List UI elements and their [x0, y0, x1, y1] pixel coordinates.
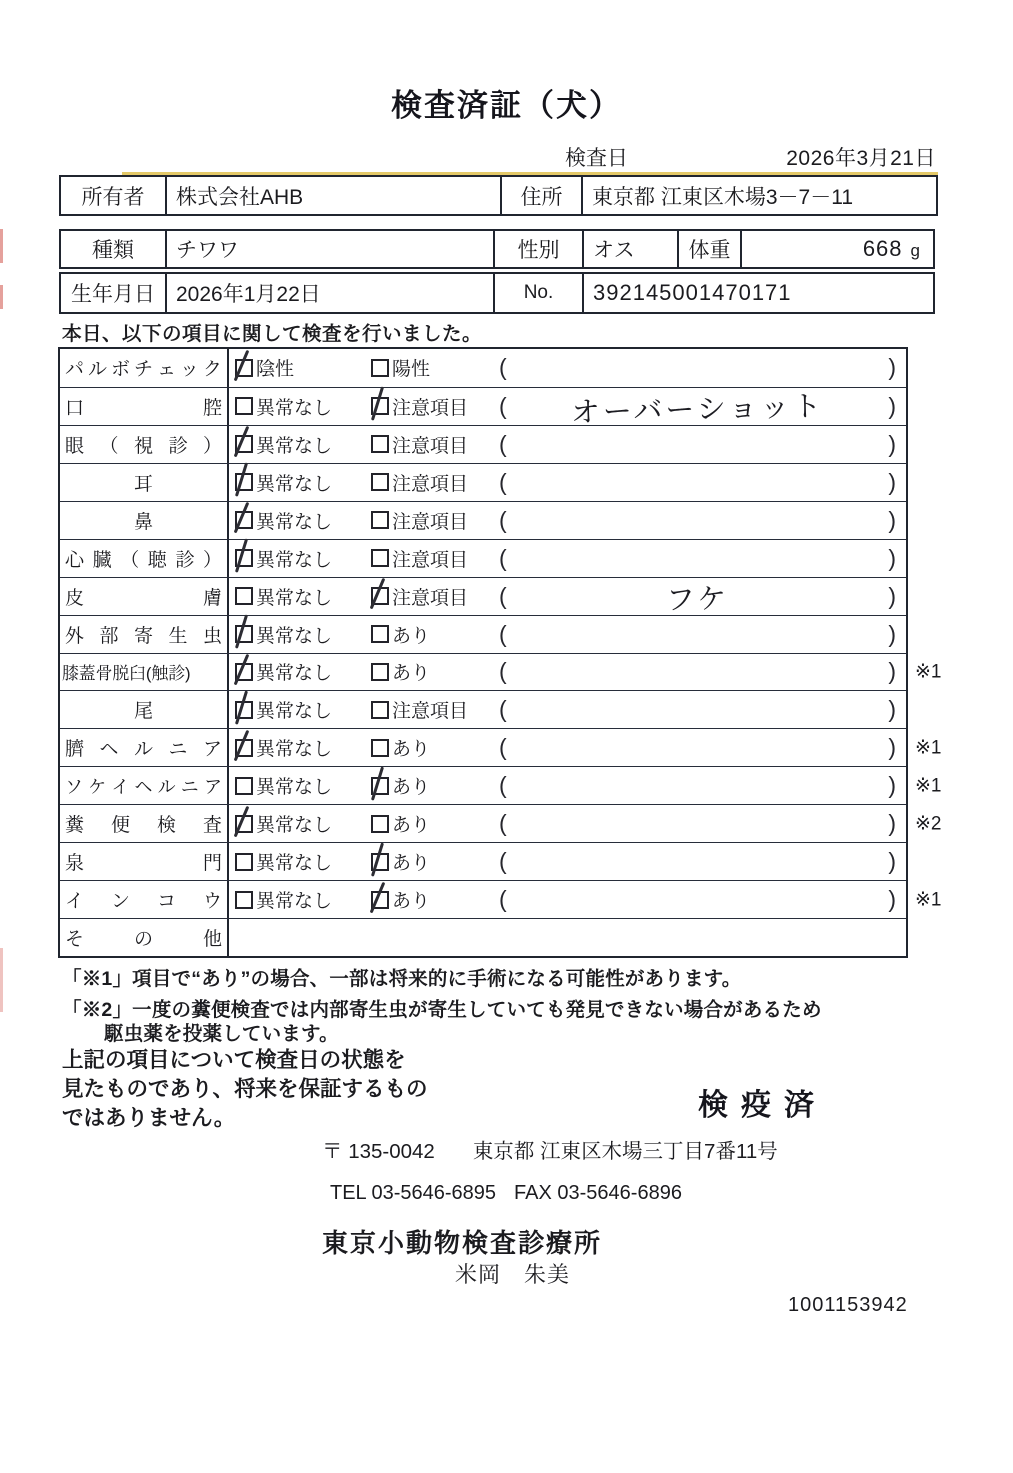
open-paren: (	[499, 392, 507, 419]
exam-row	[60, 463, 906, 501]
clinic-postal-address	[322, 1134, 778, 1164]
reference-mark: ※2	[915, 813, 942, 835]
exam-option-label: 異常なし	[256, 587, 333, 609]
exam-option-label: 異常なし	[256, 701, 333, 723]
exam-item-label: 口 腔	[60, 388, 229, 425]
checkbox-icon[interactable]	[371, 739, 389, 757]
exam-option-checked[interactable]	[235, 469, 371, 496]
exam-option-label: あり	[392, 891, 431, 913]
owner-table	[59, 175, 938, 216]
exam-row-content	[229, 578, 906, 615]
exam-option-checked[interactable]	[371, 886, 499, 913]
exam-option-checked[interactable]	[235, 431, 371, 458]
serial-number: 1001153942	[788, 1294, 908, 1316]
checkbox-checked-icon[interactable]	[235, 815, 253, 833]
sex-label: 性別	[495, 231, 584, 267]
close-paren: )	[888, 620, 896, 647]
close-paren: )	[888, 544, 896, 571]
exam-row-content	[229, 654, 906, 691]
exam-row-content	[229, 729, 906, 766]
exam-option-label: 異常なし	[256, 891, 333, 913]
checkbox-icon[interactable]	[371, 473, 389, 491]
exam-option-label: 陰性	[256, 359, 295, 381]
exam-item-label: 皮 膚	[60, 578, 229, 615]
checkbox-icon[interactable]	[371, 625, 389, 643]
checkbox-checked-icon[interactable]	[371, 853, 389, 871]
exam-item-label: 心 臓 （ 聴 診 ）	[60, 540, 229, 577]
exam-row	[60, 728, 942, 766]
checkbox-icon[interactable]	[235, 853, 253, 871]
remarks-field[interactable]	[499, 391, 906, 430]
open-paren: (	[499, 696, 507, 723]
open-paren: (	[499, 430, 507, 457]
open-paren: (	[499, 772, 507, 799]
handwritten-note: オーバーショット	[570, 391, 825, 430]
remarks-field[interactable]	[499, 431, 906, 458]
exam-row	[60, 539, 906, 577]
remarks-field[interactable]	[499, 810, 906, 837]
remarks-field[interactable]	[499, 621, 906, 648]
exam-option-unchecked[interactable]	[371, 507, 499, 534]
exam-row-content	[229, 919, 906, 956]
exam-row-content	[229, 767, 906, 804]
exam-option-unchecked[interactable]	[235, 886, 371, 913]
exam-row-content	[229, 616, 906, 653]
checkbox-icon[interactable]	[371, 701, 389, 719]
inspection-date-value: 2026年3月21日	[786, 147, 936, 170]
open-paren: (	[499, 620, 507, 647]
footnote-2b: 駆虫薬を投薬しています。	[104, 1023, 339, 1045]
exam-option-label: 異常なし	[256, 435, 333, 457]
exam-row-content	[229, 426, 906, 463]
remarks-field[interactable]	[499, 582, 906, 617]
exam-option-checked[interactable]	[371, 848, 499, 875]
exam-option-label: 注意項目	[392, 701, 469, 723]
handwritten-check-mark	[234, 502, 249, 533]
exam-option-unchecked[interactable]	[235, 583, 371, 610]
close-paren: )	[888, 886, 896, 913]
handwritten-note: フケ	[665, 583, 730, 617]
exam-option-checked[interactable]	[235, 621, 371, 648]
exam-row	[60, 615, 906, 653]
checkbox-checked-icon[interactable]	[371, 777, 389, 795]
handwritten-check-mark	[235, 463, 248, 497]
remarks-field[interactable]	[499, 507, 906, 534]
reference-mark: ※1	[915, 775, 942, 797]
footnote-1: 「※1」項目で“あり”の場合、一部は将来的に手術になる可能性があります。	[62, 968, 742, 990]
breed-label: 種類	[61, 231, 167, 267]
inspection-date-label: 検査日	[565, 147, 628, 170]
scan-artifact-left-1	[0, 229, 3, 263]
exam-option-label: 注意項目	[392, 397, 469, 419]
owner-address: 東京都 江東区木場3－7－11	[592, 185, 853, 209]
exam-option-label: あり	[392, 777, 431, 799]
exam-option-unchecked[interactable]	[371, 658, 499, 685]
checkbox-checked-icon[interactable]	[235, 435, 253, 453]
exam-item-label: イ ン コ ウ	[60, 881, 229, 918]
checkbox-checked-icon[interactable]	[371, 397, 389, 415]
exam-item-label: 泉 門	[60, 843, 229, 880]
checkbox-checked-icon[interactable]	[235, 359, 253, 377]
checkbox-checked-icon[interactable]	[371, 587, 389, 605]
checkbox-checked-icon[interactable]	[371, 891, 389, 909]
handwritten-check-mark	[371, 842, 384, 876]
clinic-name: 東京小動物検査診療所	[322, 1228, 603, 1258]
exam-option-checked[interactable]	[371, 393, 499, 420]
exam-row	[60, 653, 942, 691]
checkbox-icon[interactable]	[235, 891, 253, 909]
pet-info-table	[59, 229, 935, 269]
reference-mark: ※1	[915, 889, 942, 911]
close-paren: )	[888, 506, 896, 533]
weight-label: 体重	[679, 231, 742, 267]
open-paren: (	[499, 506, 507, 533]
exam-row	[60, 577, 906, 615]
exam-row-content	[229, 502, 906, 539]
exam-row-content	[229, 881, 906, 918]
close-paren: )	[888, 430, 896, 457]
checkbox-icon[interactable]	[371, 435, 389, 453]
checkbox-icon[interactable]	[235, 777, 253, 795]
close-paren: )	[888, 772, 896, 799]
remarks-field[interactable]	[499, 848, 906, 875]
handwritten-check-mark	[234, 426, 249, 457]
exam-item-label: ソ ケ イ ヘ ル ニ ア	[60, 767, 229, 804]
exam-option-unchecked[interactable]	[235, 772, 371, 799]
exam-option-checked[interactable]	[235, 696, 371, 723]
exam-row	[60, 349, 906, 387]
close-paren: )	[888, 354, 896, 381]
checkbox-icon[interactable]	[371, 663, 389, 681]
exam-option-checked[interactable]	[235, 734, 371, 761]
exam-item-label: そ の 他	[60, 919, 229, 956]
exam-item-label: 耳	[60, 464, 229, 501]
close-paren: )	[888, 848, 896, 875]
exam-option-label: 異常なし	[256, 815, 333, 837]
close-paren: )	[888, 810, 896, 837]
exam-option-label: 陽性	[392, 359, 431, 381]
exam-option-unchecked[interactable]	[235, 393, 371, 420]
exam-item-label: 臍 ヘ ル ニ ア	[60, 729, 229, 766]
remarks-field[interactable]	[499, 545, 906, 572]
handwritten-check-mark	[370, 881, 385, 912]
close-paren: )	[888, 582, 896, 609]
exam-row	[60, 690, 906, 728]
exam-option-label: あり	[392, 815, 431, 837]
scan-artifact-left-2	[0, 285, 3, 309]
page-title: 検査済証（犬）	[391, 88, 622, 123]
exam-row	[60, 501, 906, 539]
open-paren: (	[499, 354, 507, 381]
exam-option-label: 異常なし	[256, 663, 333, 685]
clinic-fax: FAX 03-5646-6896	[514, 1182, 682, 1204]
exam-option-label: 異常なし	[256, 473, 333, 495]
remarks-field[interactable]	[499, 734, 906, 761]
exam-option-unchecked[interactable]	[371, 354, 499, 381]
exam-item-label: 眼 （ 視 診 ）	[60, 426, 229, 463]
checkbox-icon[interactable]	[235, 397, 253, 415]
open-paren: (	[499, 468, 507, 495]
birth-value: 2026年1月22日	[167, 274, 495, 312]
exam-option-unchecked[interactable]	[371, 469, 499, 496]
exam-row-content	[229, 464, 906, 501]
exam-option-label: 異常なし	[256, 511, 333, 533]
close-paren: )	[888, 734, 896, 761]
weight-value: 668 g	[862, 236, 921, 261]
disclaimer-text: 上記の項目について検査日の状態を 見たものであり、将来を保証するもの ではありません。	[62, 1048, 428, 1130]
exam-option-label: 異常なし	[256, 777, 333, 799]
open-paren: (	[499, 734, 507, 761]
exam-option-label: あり	[392, 739, 431, 761]
exam-option-label: 注意項目	[392, 549, 469, 571]
footnote-2: 「※2」一度の糞便検査では内部寄生虫が寄生していても発見できない場合があるため	[62, 999, 822, 1021]
exam-item-label: 膝蓋骨脱臼(触診)	[60, 654, 229, 691]
open-paren: (	[499, 582, 507, 609]
checkbox-checked-icon[interactable]	[235, 625, 253, 643]
exam-option-checked[interactable]	[235, 658, 371, 685]
inspection-date-row	[58, 142, 938, 170]
exam-row-content	[229, 691, 906, 728]
exam-option-label: 異常なし	[256, 853, 333, 875]
exam-row-content	[229, 349, 906, 387]
handwritten-check-mark	[371, 766, 384, 800]
close-paren: )	[888, 696, 896, 723]
exam-item-label: 外 部 寄 生 虫	[60, 616, 229, 653]
birth-label: 生年月日	[61, 274, 167, 312]
remarks-field[interactable]	[499, 696, 906, 723]
checkbox-checked-icon[interactable]	[235, 739, 253, 757]
checkbox-icon[interactable]	[371, 815, 389, 833]
exam-option-label: 異常なし	[256, 397, 333, 419]
checkbox-checked-icon[interactable]	[235, 473, 253, 491]
exam-option-unchecked[interactable]	[371, 431, 499, 458]
exam-option-label: 注意項目	[392, 587, 469, 609]
remarks-field[interactable]	[499, 658, 906, 685]
exam-item-label: 鼻	[60, 502, 229, 539]
handwritten-check-mark	[234, 806, 249, 837]
owner-name: 株式会社AHB	[167, 177, 502, 214]
open-paren: (	[499, 658, 507, 685]
handwritten-check-mark	[234, 730, 249, 761]
no-value: 392145001470171	[593, 280, 792, 305]
breed-value: チワワ	[167, 231, 495, 267]
exam-option-checked[interactable]	[235, 545, 371, 572]
handwritten-check-mark	[371, 387, 384, 421]
owner-label: 所有者	[61, 177, 167, 214]
handwritten-check-mark	[235, 614, 248, 648]
exam-row	[60, 766, 942, 804]
exam-row-content	[229, 805, 906, 842]
exam-option-checked[interactable]	[235, 810, 371, 837]
intro-text: 本日、以下の項目に関して検査を行いました。	[62, 323, 483, 345]
owner-address-label: 住所	[502, 177, 583, 214]
close-paren: )	[888, 468, 896, 495]
exam-option-label: 注意項目	[392, 511, 469, 533]
exam-item-label: 糞 便 検 査	[60, 805, 229, 842]
scan-artifact-left-3	[0, 948, 3, 1012]
exam-option-label: あり	[392, 853, 431, 875]
handwritten-check-mark	[370, 578, 385, 609]
exam-table	[58, 347, 942, 958]
exam-item-label: 尾	[60, 691, 229, 728]
exam-option-checked[interactable]	[371, 583, 499, 610]
exam-row	[60, 425, 906, 463]
exam-option-unchecked[interactable]	[371, 734, 499, 761]
handwritten-check-mark	[234, 350, 249, 381]
exam-item-label: パ ル ボ チ ェ ッ ク	[60, 349, 229, 387]
clinic-tel-fax	[330, 1182, 682, 1205]
remarks-field[interactable]	[499, 469, 906, 496]
exam-row-content	[229, 540, 906, 577]
handwritten-check-mark	[235, 690, 248, 724]
remarks-field[interactable]	[499, 354, 906, 381]
checkbox-icon[interactable]	[371, 549, 389, 567]
checkbox-checked-icon[interactable]	[235, 549, 253, 567]
checkbox-icon[interactable]	[371, 359, 389, 377]
exam-row	[60, 918, 906, 956]
remarks-field[interactable]	[499, 886, 906, 913]
checkbox-checked-icon[interactable]	[235, 663, 253, 681]
exam-row	[60, 842, 906, 880]
exam-option-checked[interactable]	[371, 772, 499, 799]
exam-option-unchecked[interactable]	[371, 545, 499, 572]
open-paren: (	[499, 544, 507, 571]
exam-row-content	[229, 843, 906, 880]
exam-row	[60, 804, 942, 842]
exam-option-label: あり	[392, 663, 431, 685]
open-paren: (	[499, 848, 507, 875]
exam-option-unchecked[interactable]	[235, 848, 371, 875]
exam-option-label: 異常なし	[256, 739, 333, 761]
vet-name: 米岡 朱美	[455, 1262, 571, 1287]
birth-no-table	[59, 272, 935, 314]
exam-row-content	[229, 388, 906, 430]
exam-option-checked[interactable]	[235, 354, 371, 381]
clinic-tel: TEL 03-5646-6895	[330, 1182, 497, 1204]
exam-option-label: あり	[392, 625, 431, 647]
remarks-field[interactable]	[499, 772, 906, 799]
exam-option-label: 注意項目	[392, 473, 469, 495]
close-paren: )	[888, 392, 896, 419]
exam-option-unchecked[interactable]	[371, 810, 499, 837]
postal-code: 〒 135-0042	[322, 1140, 435, 1163]
checkbox-checked-icon[interactable]	[235, 701, 253, 719]
exam-option-unchecked[interactable]	[371, 621, 499, 648]
handwritten-check-mark	[235, 539, 248, 573]
weight-unit: g	[910, 241, 921, 260]
exam-option-label: 注意項目	[392, 435, 469, 457]
close-paren: )	[888, 658, 896, 685]
clinic-address: 東京都 江東区木場三丁目7番11号	[472, 1140, 778, 1163]
checkbox-icon[interactable]	[371, 511, 389, 529]
exam-row	[60, 387, 906, 430]
reference-mark: ※1	[915, 661, 942, 683]
checkbox-checked-icon[interactable]	[235, 511, 253, 529]
handwritten-check-mark	[234, 654, 249, 685]
open-paren: (	[499, 810, 507, 837]
no-label: No.	[495, 274, 584, 312]
reference-mark: ※1	[915, 737, 942, 759]
exam-row	[60, 880, 942, 918]
exam-option-checked[interactable]	[235, 507, 371, 534]
sex-value: オス	[584, 231, 679, 267]
exam-option-label: 異常なし	[256, 625, 333, 647]
checkbox-icon[interactable]	[235, 587, 253, 605]
exam-option-label: 異常なし	[256, 549, 333, 571]
exam-option-unchecked[interactable]	[371, 696, 499, 723]
open-paren: (	[499, 886, 507, 913]
quarantine-stamp: 検疫済	[698, 1089, 827, 1122]
